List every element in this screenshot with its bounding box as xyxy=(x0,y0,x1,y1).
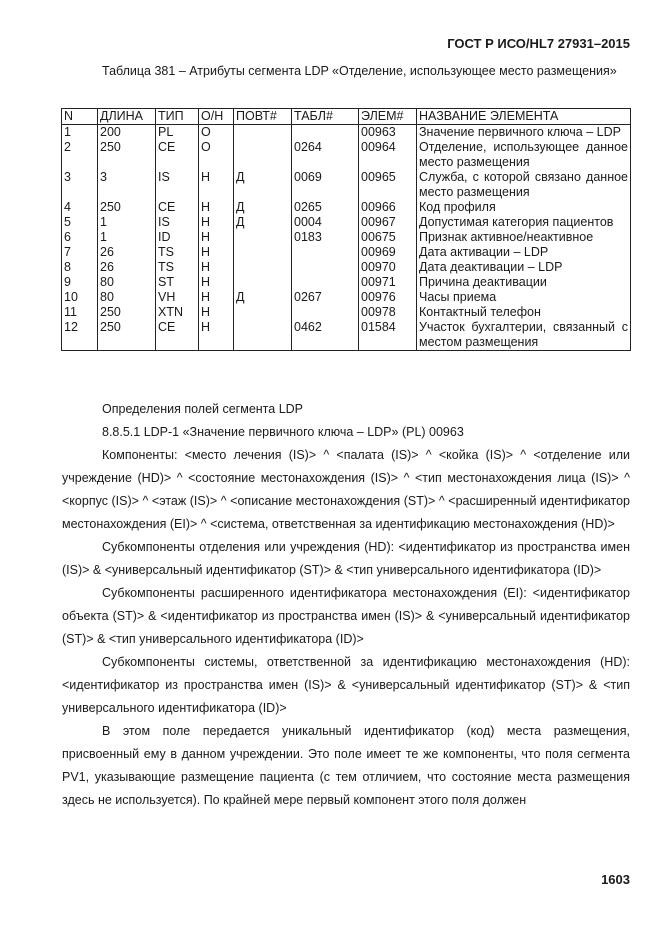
cell-optional: Н xyxy=(199,230,234,245)
cell-element-name: Отделение, использующее данное место размещения xyxy=(417,140,631,170)
cell-length: 250 xyxy=(98,200,156,215)
table-row xyxy=(62,215,631,230)
col-type: ТИП xyxy=(156,109,199,125)
cell-table: 0004 xyxy=(292,215,359,230)
cell-table: 0183 xyxy=(292,230,359,245)
table-row xyxy=(62,320,631,351)
cell-element-name: Признак активное/неактивное xyxy=(417,230,631,245)
cell-length: 80 xyxy=(98,275,156,290)
cell-length: 250 xyxy=(98,320,156,351)
cell-optional: О xyxy=(199,125,234,141)
cell-element: 00976 xyxy=(359,290,417,305)
cell-repeat xyxy=(234,305,292,320)
cell-element-name: Допустимая категория пациентов xyxy=(417,215,631,230)
cell-element: 00966 xyxy=(359,200,417,215)
col-table: ТАБЛ# xyxy=(292,109,359,125)
cell-length: 1 xyxy=(98,230,156,245)
cell-element: 00971 xyxy=(359,275,417,290)
cell-element-name: Участок бухгалтерии, связанный с местом размещения xyxy=(417,320,631,351)
cell-table: 0267 xyxy=(292,290,359,305)
cell-n: 5 xyxy=(62,215,98,230)
cell-type: CE xyxy=(156,140,199,170)
cell-length: 26 xyxy=(98,260,156,275)
cell-n: 9 xyxy=(62,275,98,290)
cell-optional: Н xyxy=(199,170,234,200)
cell-optional: Н xyxy=(199,200,234,215)
cell-optional: Н xyxy=(199,215,234,230)
cell-n: 7 xyxy=(62,245,98,260)
cell-optional: Н xyxy=(199,260,234,275)
cell-optional: Н xyxy=(199,245,234,260)
cell-n: 4 xyxy=(62,200,98,215)
cell-type: ST xyxy=(156,275,199,290)
cell-table xyxy=(292,245,359,260)
body-text xyxy=(62,398,630,812)
cell-element-name: Дата деактивации – LDP xyxy=(417,260,631,275)
cell-element: 00967 xyxy=(359,215,417,230)
table-row xyxy=(62,200,631,215)
table-caption: Таблица 381 – Атрибуты сегмента LDP «Отделение, использующее место размещения» xyxy=(102,64,617,78)
cell-length: 200 xyxy=(98,125,156,141)
system-subcomponents-paragraph: Субкомпоненты системы, ответственной за идентификацию местонахождения (HD): <идентификатор из пространства имен (IS)> & <универсальный идентификатор (ST)> & <тип универсального идентификатора (ID)> xyxy=(62,655,630,715)
cell-type: IS xyxy=(156,215,199,230)
col-element: ЭЛЕМ# xyxy=(359,109,417,125)
cell-element-name: Значение первичного ключа – LDP xyxy=(417,125,631,141)
cell-type: XTN xyxy=(156,305,199,320)
table-row xyxy=(62,245,631,260)
col-element-name: НАЗВАНИЕ ЭЛЕМЕНТА xyxy=(417,109,631,125)
cell-n: 1 xyxy=(62,125,98,141)
description-paragraph: В этом поле передается уникальный идентификатор (код) места размещения, присвоенный ему в данном учреждении. Это поле имеет те же компоненты, что поля сегмента PV1, указывающие размещение пациента (с тем отличием, что состояние места размещения здесь не используется). По крайней мере первый компонент этого поля должен xyxy=(62,724,630,807)
col-optional: О/Н xyxy=(199,109,234,125)
table-row xyxy=(62,275,631,290)
table-row xyxy=(62,140,631,170)
cell-length: 3 xyxy=(98,170,156,200)
cell-length: 80 xyxy=(98,290,156,305)
cell-element-name: Контактный телефон xyxy=(417,305,631,320)
cell-table: 0069 xyxy=(292,170,359,200)
col-length: ДЛИНА xyxy=(98,109,156,125)
cell-element: 00964 xyxy=(359,140,417,170)
cell-table xyxy=(292,125,359,141)
col-repeat: ПОВТ# xyxy=(234,109,292,125)
document-header: ГОСТ Р ИСО/HL7 27931–2015 xyxy=(447,36,630,51)
cell-element-name: Часы приема xyxy=(417,290,631,305)
cell-element: 00969 xyxy=(359,245,417,260)
cell-optional: Н xyxy=(199,275,234,290)
cell-element: 00970 xyxy=(359,260,417,275)
cell-repeat: Д xyxy=(234,170,292,200)
section-heading: Определения полей сегмента LDP xyxy=(102,402,304,416)
cell-element-name: Служба, с которой связано данное место размещения xyxy=(417,170,631,200)
cell-optional: Н xyxy=(199,320,234,351)
cell-repeat: Д xyxy=(234,290,292,305)
cell-element: 00675 xyxy=(359,230,417,245)
cell-n: 12 xyxy=(62,320,98,351)
cell-element: 00963 xyxy=(359,125,417,141)
cell-length: 1 xyxy=(98,215,156,230)
subsection-heading: 8.8.5.1 LDP-1 «Значение первичного ключа – LDP» (PL) 00963 xyxy=(102,425,464,439)
cell-repeat xyxy=(234,275,292,290)
cell-n: 10 xyxy=(62,290,98,305)
cell-element-name: Причина деактивации xyxy=(417,275,631,290)
ldp-attributes-table xyxy=(61,108,631,351)
cell-type: CE xyxy=(156,320,199,351)
cell-n: 2 xyxy=(62,140,98,170)
cell-table: 0462 xyxy=(292,320,359,351)
cell-element: 01584 xyxy=(359,320,417,351)
cell-optional: Н xyxy=(199,305,234,320)
table-row xyxy=(62,125,631,141)
cell-element-name: Код профиля xyxy=(417,200,631,215)
cell-element: 00965 xyxy=(359,170,417,200)
cell-type: ID xyxy=(156,230,199,245)
cell-n: 8 xyxy=(62,260,98,275)
table-row xyxy=(62,305,631,320)
cell-type: CE xyxy=(156,200,199,215)
cell-repeat xyxy=(234,140,292,170)
cell-element-name: Дата активации – LDP xyxy=(417,245,631,260)
page-number: 1603 xyxy=(601,872,630,887)
cell-element: 00978 xyxy=(359,305,417,320)
cell-optional: О xyxy=(199,140,234,170)
cell-type: TS xyxy=(156,245,199,260)
cell-n: 11 xyxy=(62,305,98,320)
cell-repeat xyxy=(234,245,292,260)
hd-subcomponents-paragraph: Субкомпоненты отделения или учреждения (HD): <идентификатор из пространства имен (IS)> & <универсальный идентификатор (ST)> & <тип универсального идентификатора (ID)> xyxy=(62,540,630,577)
cell-length: 250 xyxy=(98,305,156,320)
cell-length: 26 xyxy=(98,245,156,260)
cell-repeat xyxy=(234,125,292,141)
components-paragraph: Компоненты: <место лечения (IS)> ^ <палата (IS)> ^ <койка (IS)> ^ <отделение или учреждение (HD)> ^ <состояние местонахождения (IS)> ^ <тип местонахождения лица (IS)> ^ <корпус (IS)> ^ <этаж (IS)> ^ <описание местонахождения (ST)> ^ <расширенный идентификатор местонахождения (EI)> ^ <система, ответственная за идентификацию местонахождения (HD)> xyxy=(62,448,630,531)
table-row xyxy=(62,290,631,305)
cell-table xyxy=(292,260,359,275)
cell-type: VH xyxy=(156,290,199,305)
table-row xyxy=(62,230,631,245)
cell-n: 3 xyxy=(62,170,98,200)
cell-repeat xyxy=(234,320,292,351)
cell-repeat xyxy=(234,260,292,275)
table-header-row xyxy=(62,109,631,125)
cell-table xyxy=(292,305,359,320)
cell-optional: Н xyxy=(199,290,234,305)
ei-subcomponents-paragraph: Субкомпоненты расширенного идентификатора местонахождения (EI): <идентификатор объекта (ST)> & <идентификатор из пространства имен (IS)> & <универсальный идентификатор (ST)> & <тип универсального идентификатора (ID)> xyxy=(62,586,630,646)
cell-table: 0264 xyxy=(292,140,359,170)
cell-repeat xyxy=(234,230,292,245)
cell-repeat: Д xyxy=(234,215,292,230)
cell-length: 250 xyxy=(98,140,156,170)
table-row xyxy=(62,170,631,200)
cell-table: 0265 xyxy=(292,200,359,215)
table-row xyxy=(62,260,631,275)
cell-repeat: Д xyxy=(234,200,292,215)
cell-type: IS xyxy=(156,170,199,200)
cell-type: TS xyxy=(156,260,199,275)
col-n: N xyxy=(62,109,98,125)
cell-n: 6 xyxy=(62,230,98,245)
cell-table xyxy=(292,275,359,290)
cell-type: PL xyxy=(156,125,199,141)
